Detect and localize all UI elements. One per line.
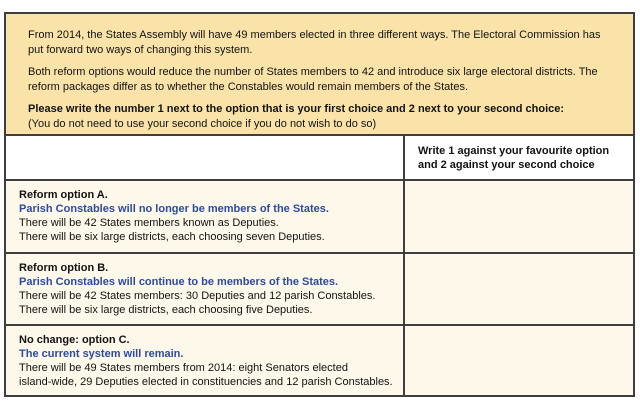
voting-instruction-note: (You do not need to use your second choice if you do not wish to do so) [28, 118, 377, 130]
option-a-title: Reform option A. [19, 189, 108, 201]
ballot-form [4, 12, 635, 397]
option-a-choice-cell[interactable] [403, 181, 633, 252]
option-c-title: No change: option C. [19, 334, 130, 346]
choice-instruction-header: Write 1 against your favourite option and 2 against your second choice [403, 136, 633, 179]
voting-instruction: Please write the number 1 next to the option that is your first choice and 2 next to your second choice: [28, 103, 565, 115]
option-b-description [6, 254, 403, 324]
option-b-title: Reform option B. [19, 262, 109, 274]
option-c-description [6, 326, 403, 395]
option-c-summary: The current system will remain. [19, 348, 184, 360]
option-a-detail-line: There will be 42 States members known as Deputies. [19, 217, 279, 229]
option-a-summary: Parish Constables will no longer be members of the States. [19, 203, 329, 215]
option-c-detail-line: island-wide, 29 Deputies elected in constituencies and 12 parish Constables. [19, 376, 393, 388]
option-c-choice-cell[interactable] [403, 326, 633, 395]
intro-panel [6, 14, 633, 136]
option-row-c [6, 326, 633, 395]
header-spacer-cell [6, 136, 403, 179]
option-b-detail-line: There will be 42 States members: 30 Deputies and 12 parish Constables. [19, 290, 376, 302]
option-b-summary: Parish Constables will continue to be members of the States. [19, 276, 339, 288]
option-b-detail-line: There will be six large districts, each choosing five Deputies. [19, 304, 313, 316]
option-a-detail-line: There will be six large districts, each choosing seven Deputies. [19, 231, 325, 243]
option-row-a [6, 181, 633, 254]
intro-paragraph-1: From 2014, the States Assembly will have 49 members elected in three different ways. The Electoral Commission has put forward two ways of changing this system. [28, 29, 601, 56]
option-a-description [6, 181, 403, 252]
option-c-detail-line: There will be 49 States members from 2014: eight Senators elected [19, 362, 348, 374]
intro-paragraph-2: Both reform options would reduce the number of States members to 42 and introduce six large electoral districts. The reform packages differ as to whether the Constables would remain members of the States. [28, 66, 598, 93]
option-row-b [6, 254, 633, 326]
option-b-choice-cell[interactable] [403, 254, 633, 324]
table-header-row [6, 136, 633, 181]
